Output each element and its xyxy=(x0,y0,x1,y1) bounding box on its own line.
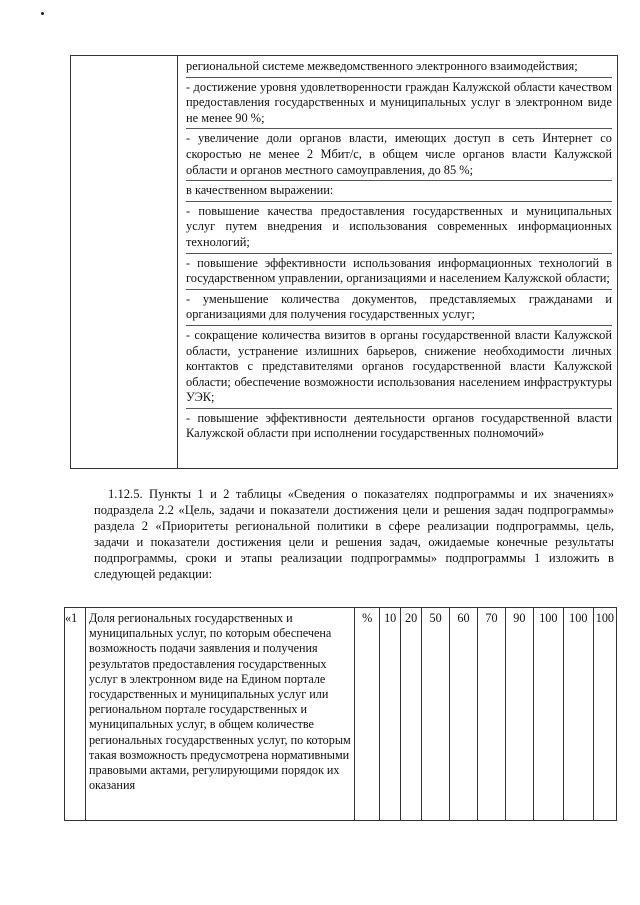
goal-item: - достижение уровня удовлетворенности граждан Калужской области качеством предоставления государственных и муниципальных услуг в электронном виде не менее 90 %; xyxy=(186,80,612,130)
goals-table-content-cell xyxy=(178,56,617,468)
amendment-paragraph xyxy=(94,486,614,582)
goals-table xyxy=(70,55,618,469)
amendment-text: 1.12.5. Пункты 1 и 2 таблицы «Сведения о показателях подпрограммы и их значениях» подраздела 2.2 «Цель, задачи и показатели достижения цели и решения задач подпрограммы» раздела 2 «Приоритеты региональной политики в сфере реализации подпрограммы, цель, задачи и показатели достижения цели и решения задач, ожидаемые конечные результаты подпрограммы, сроки и этапы реализации подпрограммы» подпрограммы 1 изложить в следующей редакции: xyxy=(94,487,614,581)
goal-item: региональной системе межведомственного электронного взаимодействия; xyxy=(186,59,612,78)
goal-item: - повышение эффективности деятельности органов государственной власти Калужской области при исполнении государственных полномочий» xyxy=(186,410,612,441)
goal-item: - увеличение доли органов власти, имеющих доступ в сеть Интернет со скоростью не менее 2 Мбит/с, в общем числе органов власти Калужской области и органов местного самоуправления, до 85 %; xyxy=(186,131,612,181)
scan-speck xyxy=(41,12,44,15)
indicator-table xyxy=(64,607,617,821)
indicator-value: 100 xyxy=(564,608,594,820)
goal-item: - сокращение количества визитов в органы государственной власти Калужской области, устранение излишних барьеров, снижение необходимости личных контактов с представителями органов государственной власти Калужской области; обеспечение возможности использования населением инфраструктуры УЭК; xyxy=(186,328,612,409)
indicator-value: 60 xyxy=(450,608,478,820)
indicator-value: 100 xyxy=(595,611,615,625)
goal-item: - повышение качества предоставления государственных и муниципальных услуг путем внедрения и использования современных информационных технологий; xyxy=(186,204,612,254)
indicator-value: 90 xyxy=(506,608,534,820)
indicator-description: Доля региональных государственных и муниципальных услуг, по которым обеспечена возможность подачи заявления и получения результатов предоставления государственных услуг в электронном виде на Едином портале государственных и муниципальных услуг или региональном портале государственных и муниципальных услуг, в общем количестве региональных государственных услуг, по которым такая возможность предусмотрена нормативными правовыми актами, регулирующими порядок их оказания xyxy=(86,608,355,820)
indicator-unit: % xyxy=(355,608,380,820)
indicator-value: 70 xyxy=(478,608,506,820)
indicator-value: 50 xyxy=(422,608,450,820)
indicator-row-number: «1 xyxy=(65,608,86,820)
goal-item: - повышение эффективности использования информационных технологий в государственном управлении, организациями и населением Калужской области; xyxy=(186,256,612,290)
indicator-value: 10 xyxy=(380,608,401,820)
goals-table-label-cell xyxy=(71,56,178,468)
indicator-value: 20 xyxy=(401,608,422,820)
goal-item: - уменьшение количества документов, представляемых гражданами и организациями для получения государственных услуг; xyxy=(186,292,612,326)
indicator-value: 100 xyxy=(534,608,564,820)
goal-item: в качественном выражении: xyxy=(186,183,612,202)
